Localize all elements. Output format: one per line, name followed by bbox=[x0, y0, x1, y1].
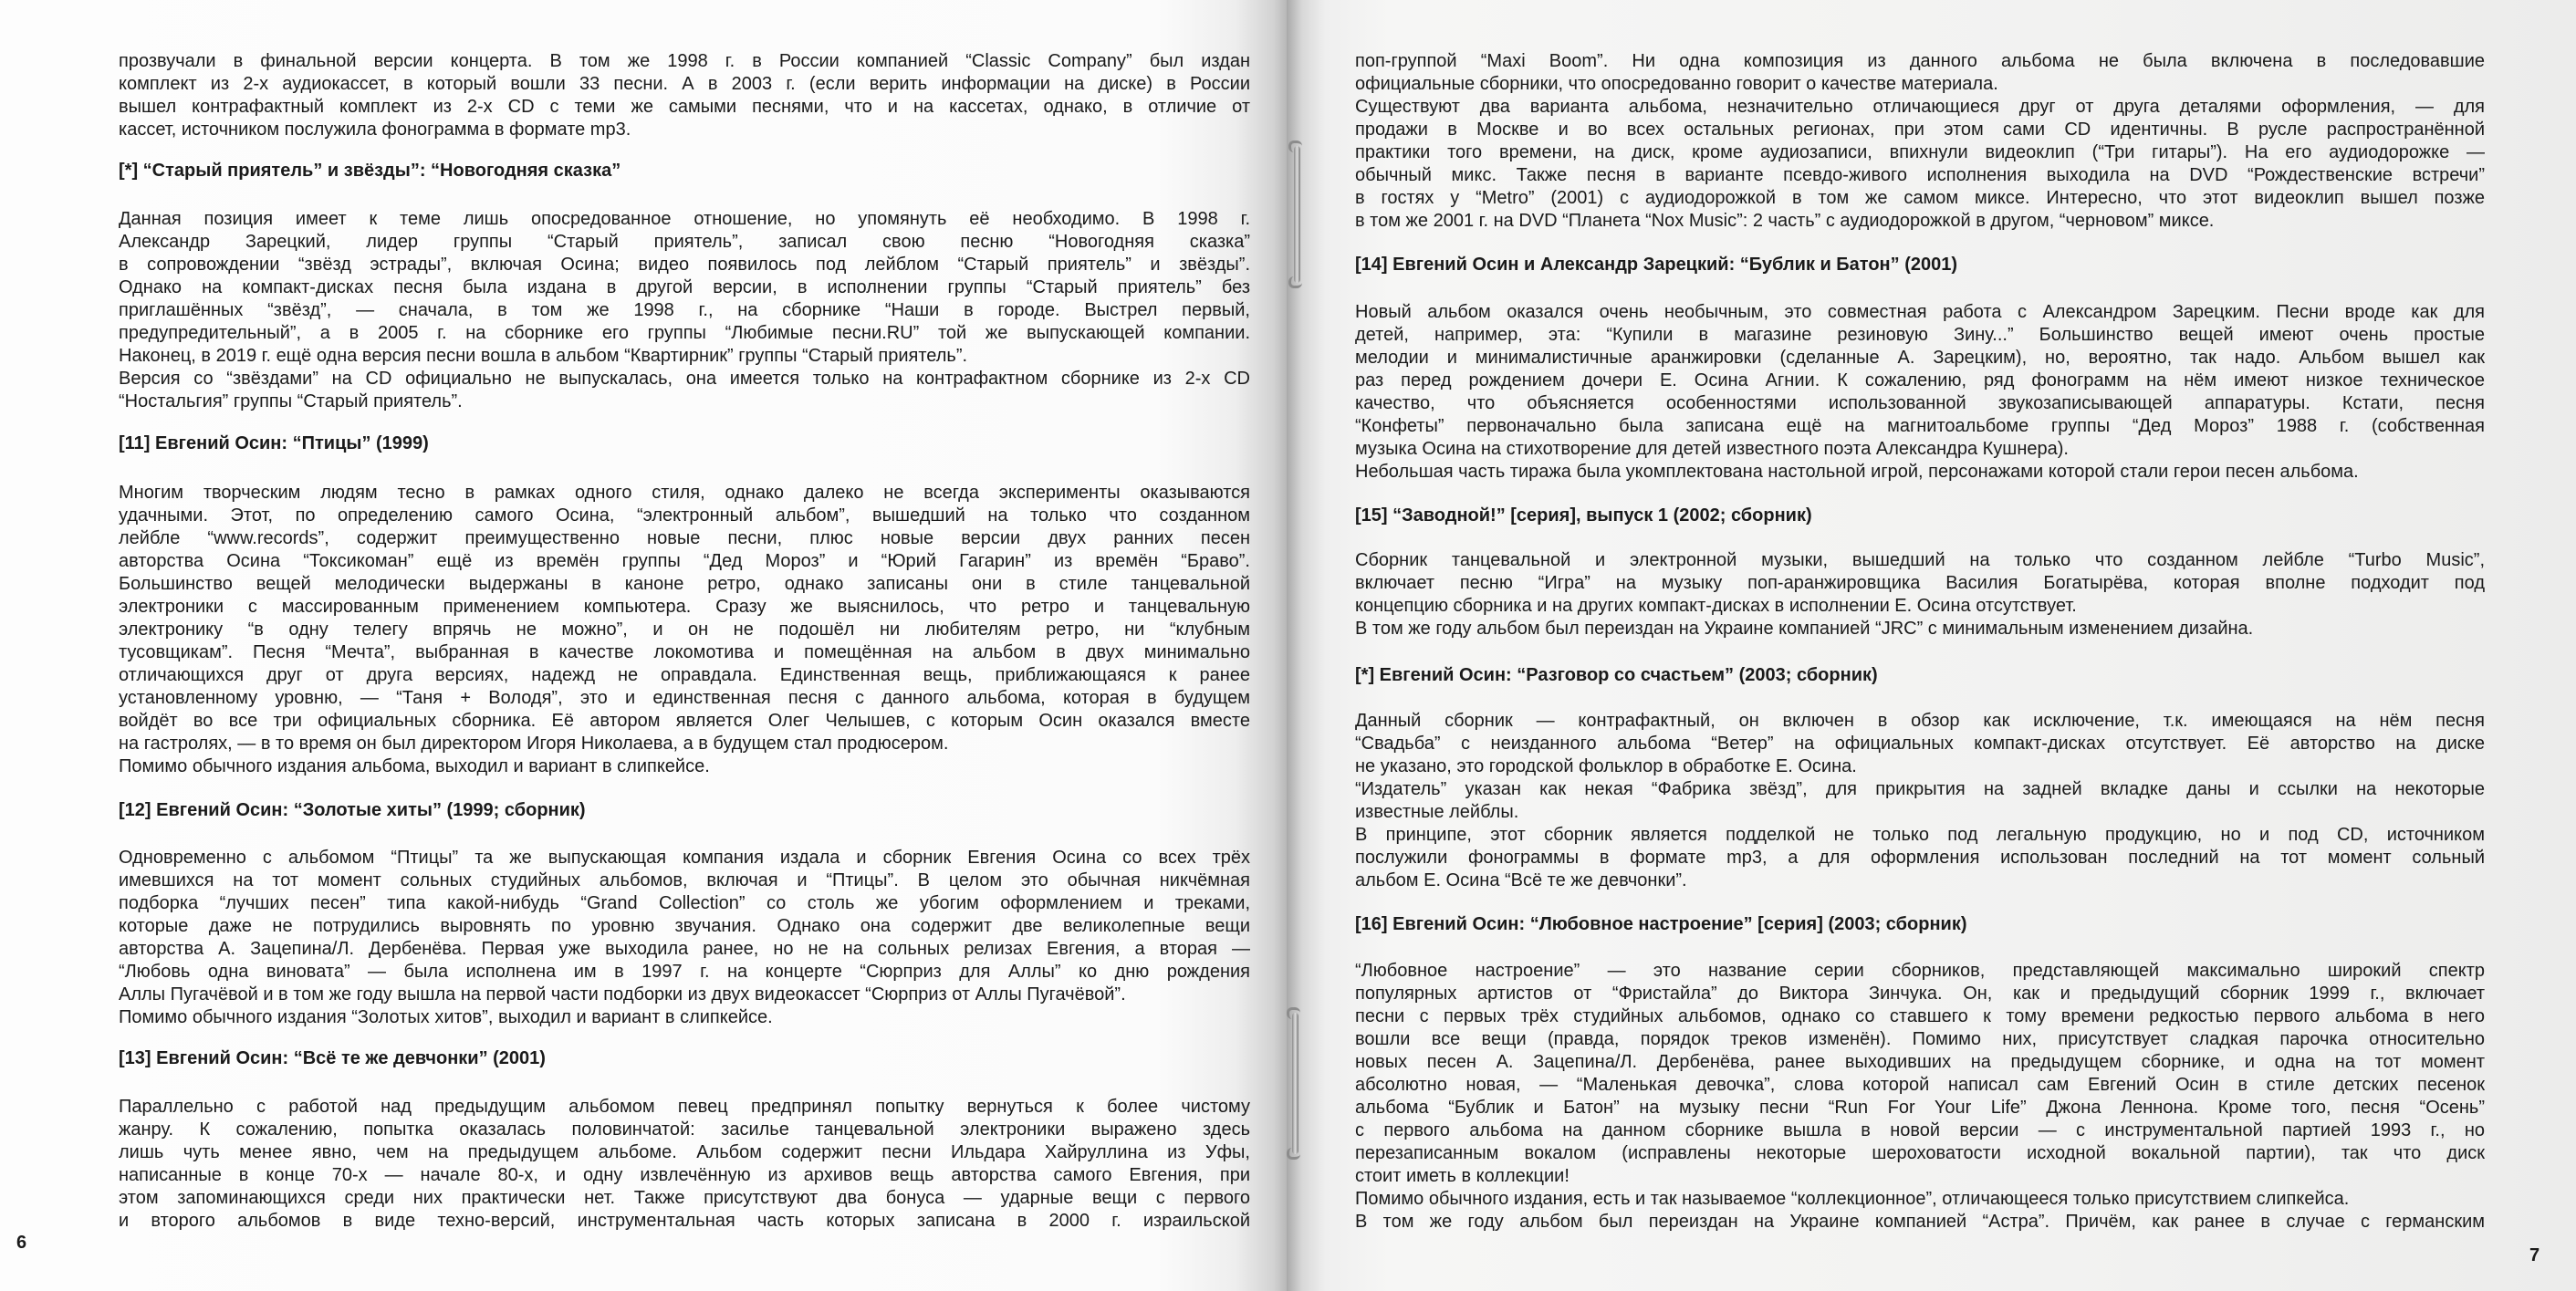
text-line: Помимо обычного издания “Золотых хитов”, выходил и вариант в слипкейсе. bbox=[119, 1007, 773, 1027]
text-line: подборка “лучших песен” типа какой-нибудь “Grand Collection” со столь же убогим оформлением и треками, bbox=[119, 893, 1250, 913]
text-line: на гастролях, — в то время он был директором Игоря Николаева, а в будущем стал продюсером. bbox=[119, 734, 949, 754]
section-heading-text: [*] “Старый приятель” и звёзды”: “Новогодняя сказка” bbox=[119, 161, 621, 181]
text-line: и второго альбомов в виде техно-версий, инструментальная часть которых записана в 2000 г. израильской bbox=[119, 1211, 1250, 1231]
text-line: лишь чуть менее явно, чем на предыдущем альбоме. Альбом содержит песни Ильдара Хайруллина из Уфы, bbox=[119, 1142, 1250, 1162]
text-line: “Конфеты” первоначально была записана ещё на магнитоальбоме группы “Дед Мороз” 1988 г. (собственная bbox=[1355, 416, 2485, 436]
text-line: абсолютно новая, — “Маленькая девочка”, слова которой написал сам Евгений Осин в стиле детских песенок bbox=[1355, 1075, 2485, 1095]
text-line: концепцию сборника и на других компакт-дисках в исполнении Е. Осина отсутствует. bbox=[1355, 596, 2077, 616]
text-line: Небольшая часть тиража была укомплектована настольной игрой, персонажами которой стали герои песен альбома. bbox=[1355, 462, 2359, 482]
text-line: качество, что объясняется особенностями использованной звукозаписывающей аппаратуры. Кстати, песня bbox=[1355, 393, 2485, 413]
staple-top bbox=[1294, 146, 1300, 283]
text-line: известные лейблы. bbox=[1355, 802, 1519, 822]
text-line: продажи в Москве и во всех остальных регионах, при этом сами CD идентичны. В русле распространённой bbox=[1355, 120, 2485, 140]
page-number: 6 bbox=[16, 1233, 27, 1253]
text-line: вышел контрафактный комплект из 2-х CD с теми же самыми песнями, что и на кассетах, однако, в отличие от bbox=[119, 97, 1250, 117]
text-paragraph bbox=[1355, 960, 2485, 1234]
text-line: поп-группой “Maxi Boom”. Ни одна композиция из данного альбома не была включена в последовавшие bbox=[1355, 51, 2485, 71]
text-line: Однако на компакт-дисках песня была издана в другой версии, в исполнении группы “Старый приятель” без bbox=[119, 277, 1250, 297]
section-heading-text: [*] Евгений Осин: “Разговор со счастьем” (2003; сборник) bbox=[1355, 665, 1878, 685]
text-line: прозвучали в финальной версии концерта. В том же 1998 г. в России компанией “Classic Company” был издан bbox=[119, 51, 1250, 71]
page-number: 7 bbox=[2529, 1245, 2540, 1265]
section-heading bbox=[119, 799, 1250, 822]
text-line: которые даже не потрудились выровнять по уровню звучания. Однако она содержит две великолепные вещи bbox=[119, 916, 1250, 936]
text-line: Наконец, в 2019 г. ещё одна версия песни вошла в альбом “Квартирник” группы “Старый приятель”. bbox=[119, 346, 968, 366]
section-heading bbox=[1355, 664, 2485, 687]
text-line: войдёт во все три официальных сборника. Её автором является Олег Челышев, с которым Осин оказался вместе bbox=[119, 711, 1250, 731]
text-line: предупредительный”, а в 2005 г. на сборнике его группы “Любимые песни.RU” той же выпускающей компании. bbox=[119, 323, 1250, 343]
text-line: альбом Е. Осина “Всё те же девчонки”. bbox=[1355, 870, 1687, 890]
text-line: популярных артистов от “Фристайла” до Виктора Зинчука. Он, как и предыдущий сборник 1999 г., включает bbox=[1355, 984, 2485, 1004]
text-line: приглашённых “звёзд”, — сначала, в том же 1998 г., на сборнике “Наши в городе. Выстрел первый, bbox=[119, 300, 1250, 320]
text-paragraph bbox=[1355, 549, 2485, 640]
text-line: с первого альбома на данном сборнике вышла в новой версии — с инструментальной партией 1993 г., но bbox=[1355, 1120, 2485, 1140]
section-heading-text: [14] Евгений Осин и Александр Зарецкий: “Бублик и Батон” (2001) bbox=[1355, 255, 1957, 275]
text-line: вошли все вещи (правда, порядок треков изменён). Помимо них, присутствует сладкая парочка относительно bbox=[1355, 1029, 2485, 1049]
text-line: в том же 2001 г. на DVD “Планета “Nox Music”: 2 часть” с аудиодорожкой в другом, “черновом” миксе. bbox=[1355, 211, 2215, 231]
text-paragraph bbox=[1355, 301, 2485, 484]
section-heading bbox=[119, 1047, 1250, 1070]
section-heading bbox=[1355, 913, 2485, 936]
section-heading bbox=[1355, 505, 2485, 527]
text-line: “Ностальгия” группы “Старый приятель”. bbox=[119, 391, 463, 411]
text-line: электронику “в одну телегу впрячь не можно”, и он не подошёл ни любителям ретро, ни “клубным bbox=[119, 619, 1250, 640]
section-heading-text: [16] Евгений Осин: “Любовное настроение” [серия] (2003; сборник) bbox=[1355, 914, 1967, 934]
text-line: Данный сборник — контрафактный, он включен в обзор как исключение, т.к. имеющаяся на нём песня bbox=[1355, 711, 2485, 731]
text-line: “Издатель” указан как некая “Фабрика звёзд”, для прикрытия на задней вкладке даны и ссылки на некоторые bbox=[1355, 779, 2485, 799]
text-line: альбома “Бублик и Батон” на музыку песни “Run For Your Life” Джона Леннона. Кроме того, песня “Осень” bbox=[1355, 1098, 2485, 1118]
staple-bottom bbox=[1292, 1013, 1298, 1154]
text-line: новых песен А. Зацепина/Л. Дербенёва, ранее выходивших на предыдущем сборнике, и одна на тот момент bbox=[1355, 1052, 2485, 1072]
text-line: музыка Осина на стихотворение для детей известного поэта Александра Кушнера). bbox=[1355, 439, 2069, 459]
text-line: стоит иметь в коллекции! bbox=[1355, 1166, 1570, 1186]
text-paragraph bbox=[119, 208, 1250, 413]
text-line: В том же году альбом был переиздан на Украине компанией “JRC” с минимальным изменением дизайна. bbox=[1355, 619, 2254, 639]
section-heading-text: [13] Евгений Осин: “Всё те же девчонки” (2001) bbox=[119, 1048, 546, 1068]
text-line: Новый альбом оказался очень необычным, это совместная работа с Александром Зарецким. Песни вроде как для bbox=[1355, 302, 2485, 322]
text-line: Большинство вещей мелодически выдержаны в каноне ретро, однако записаны они в стиле танцевальной bbox=[119, 574, 1250, 594]
text-line: авторства А. Зацепина/Л. Дербенёва. Первая уже выходила ранее, но не на сольных релизах Евгения, а вторая — bbox=[119, 939, 1250, 959]
text-line: Одновременно с альбомом “Птицы” та же выпускающая компания издала и сборник Евгения Осина со всех трёх bbox=[119, 848, 1250, 868]
text-line: в гостях у “Metro” (2001) с аудиодорожкой в том же самом миксе. Интересно, что этот видеоклип вышел позже bbox=[1355, 188, 2485, 208]
text-line: В том же году альбом был переиздан на Украине компанией “Астра”. Причём, как ранее в случае с германским bbox=[1355, 1212, 2485, 1232]
text-line: имевшихся на тот момент сольных студийных альбомов, включая и “Птицы”. В целом это обычная никчёмная bbox=[119, 870, 1250, 890]
text-line: детей, например, эта: “Купили в магазине резиновую Зину...” Большинство вещей имеют очень простые bbox=[1355, 325, 2485, 345]
text-line: мелодии и минималистичные аранжировки (сделанные А. Зарецким), но, вероятно, так надо. Альбом вышел как bbox=[1355, 348, 2485, 368]
text-line: авторства Осина “Токсикоман” ещё из времён группы “Дед Мороз” и “Юрий Гагарин” из времён “Браво”. bbox=[119, 551, 1250, 571]
text-line: включает песню “Игра” на музыку поп-аранжировщика Василия Богатырёва, которая вполне подходит под bbox=[1355, 573, 2485, 593]
section-heading-text: [12] Евгений Осин: “Золотые хиты” (1999; сборник) bbox=[119, 800, 586, 820]
text-line: в сопровождении “звёзд эстрады”, включая Осина; видео появилось под лейблом “Старый приятель” и звёзды”. bbox=[119, 255, 1250, 275]
text-line: “Свадьба” с неизданного альбома “Ветер” на официальных компакт-дисках отсутствует. Её авторство на диске bbox=[1355, 734, 2485, 754]
text-line: отличающихся друг от друга версиях, надежд не оправдала. Единственная вещь, приближающаяся к ранее bbox=[119, 665, 1250, 685]
text-line: раз перед рождением дочери Е. Осина Агнии. К сожалению, ряд фонограмм на нём имеют низкое техническое bbox=[1355, 370, 2485, 390]
section-heading-text: [11] Евгений Осин: “Птицы” (1999) bbox=[119, 433, 429, 453]
text-line: “Любовь одна виновата” — была исполнена им в 1997 г. на концерте “Сюрприз для Аллы” ко дню рождения bbox=[119, 962, 1250, 982]
text-line: Многим творческим людям тесно в рамках одного стиля, однако далеко не всегда эксперименты оказываются bbox=[119, 483, 1250, 503]
text-line: Данная позиция имеет к теме лишь опосредованное отношение, но упомянуть её необходимо. В 1998 г. bbox=[119, 209, 1250, 229]
text-line: Александр Зарецкий, лидер группы “Старый приятель”, записал свою песню “Новогодняя сказка” bbox=[119, 232, 1250, 252]
section-heading bbox=[119, 160, 1250, 182]
text-paragraph bbox=[1355, 710, 2485, 892]
text-line: Существуют два варианта альбома, незначительно отличающиеся друг от друга деталями оформления, — для bbox=[1355, 97, 2485, 117]
text-paragraph bbox=[119, 50, 1250, 141]
text-line: удачными. Этот, по определению самого Осина, “электронный альбом”, вышедший на только что созданном bbox=[119, 505, 1250, 526]
text-line: “Любовное настроение” — это название серии сборников, представляющей максимально широкий спектр bbox=[1355, 961, 2485, 981]
section-heading bbox=[1355, 254, 2485, 276]
booklet-page-right bbox=[1287, 0, 2576, 1291]
text-line: установленному уровню, — “Таня + Володя”, это и единственная песня с данного альбома, которая в будущем bbox=[119, 688, 1250, 708]
text-line: Помимо обычного издания альбома, выходил и вариант в слипкейсе. bbox=[119, 756, 710, 776]
booklet-page-left bbox=[0, 0, 1287, 1291]
text-line: электроники с массированным применением компьютера. Сразу же выяснилось, что ретро и танцевальную bbox=[119, 597, 1250, 617]
text-line: В принципе, этот сборник является подделкой не только под легальную продукцию, но и под CD, источником bbox=[1355, 825, 2485, 845]
text-paragraph bbox=[1355, 50, 2485, 233]
text-line: кассет, источником послужила фонограмма в формате mp3. bbox=[119, 120, 631, 140]
section-heading-text: [15] “Заводной!” [серия], выпуск 1 (2002; сборник) bbox=[1355, 505, 1812, 526]
text-line: Аллы Пугачёвой и в том же году вышла на первой части подборки из двух видеокассет “Сюрприз от Аллы Пугачёвой”. bbox=[119, 984, 1126, 1005]
text-line: лейбле “www.records”, содержит преимущественно новые песни, плюс новые версии двух ранних песен bbox=[119, 528, 1250, 548]
text-paragraph bbox=[119, 482, 1250, 778]
section-heading bbox=[119, 432, 1250, 455]
text-line: официальные сборники, что опосредованно говорит о качестве материала. bbox=[1355, 74, 1998, 94]
text-line: перезаписанным вокалом (исправлены некоторые шероховатости исходной вокальной партии), так что диск bbox=[1355, 1143, 2485, 1163]
text-line: Сборник танцевальной и электронной музыки, вышедший на только что созданном лейбле “Turbo Music”, bbox=[1355, 550, 2485, 570]
text-line: написанные в конце 70-х — начале 80-х, и одну извлечённую из архивов вещь авторства самого Евгения, при bbox=[119, 1165, 1250, 1185]
text-line: этом запоминающихся среди них практически нет. Также присутствуют два бонуса — ударные вещи с первого bbox=[119, 1188, 1250, 1208]
text-line: Помимо обычного издания, есть и так называемое “коллекционное”, отличающееся только присутствием слипкейса. bbox=[1355, 1189, 2350, 1209]
text-line: не указано, это городской фольклор в обработке Е. Осина. bbox=[1355, 756, 1857, 776]
text-line: практики того времени, на диск, кроме аудиозаписи, впихнули видеоклип (“Три гитары”). На его аудиодорожке — bbox=[1355, 142, 2485, 162]
text-line: песни с первых трёх студийных альбомов, однако со ставшего к тому времени редкостью первого альбома в него bbox=[1355, 1006, 2485, 1026]
text-line: послужили фонограммы в формате mp3, а для оформления использован последний на тот момент сольный bbox=[1355, 848, 2485, 868]
text-paragraph bbox=[119, 847, 1250, 1029]
text-line: жанру. К сожалению, попытка оказалась половинчатой: засилье танцевальной электроники выражено здесь bbox=[119, 1119, 1250, 1140]
text-paragraph bbox=[119, 1096, 1250, 1233]
text-line: комплект из 2-х аудиокассет, в который вошли 33 песни. А в 2003 г. (если верить информации на диске) в России bbox=[119, 74, 1250, 94]
text-line: обычный микс. Также песня в варианте псевдо-живого исполнения выходила на DVD “Рождественские встречи” bbox=[1355, 165, 2485, 185]
text-line: Параллельно с работой над предыдущим альбомом певец предпринял попытку вернуться к более чистому bbox=[119, 1097, 1250, 1117]
text-line: тусовщикам”. Песня “Мечта”, выбранная в качестве локомотива и помещённая на альбом в двух минимально bbox=[119, 642, 1250, 662]
text-line: Версия со “звёздами” на CD официально не выпускалась, она имеется только на контрафактном сборнике из 2-х CD bbox=[119, 369, 1250, 389]
